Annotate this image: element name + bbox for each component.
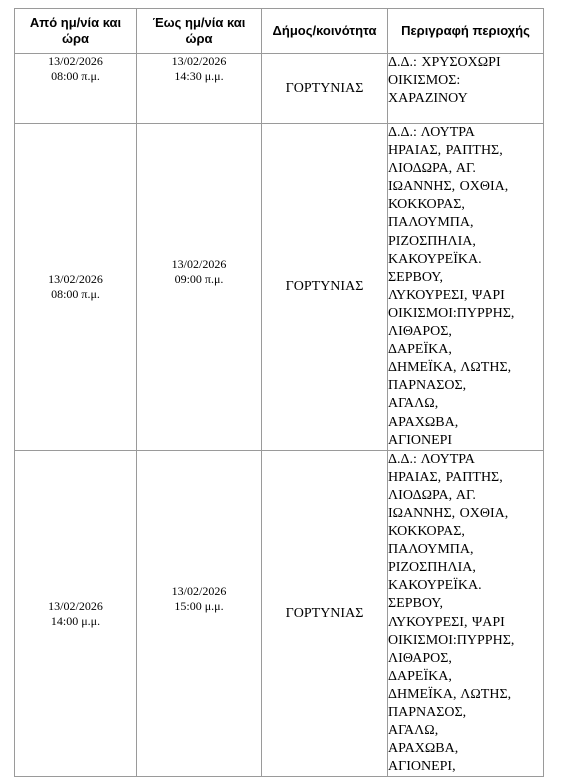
area-line: ΛΙΟΔΩΡΑ, ΑΓ. — [388, 161, 476, 177]
area-line: ΣΕΡΒΟΥ, — [388, 269, 444, 285]
cell-municipality: ΓΟΡΤΥΝΙΑΣ — [262, 54, 388, 124]
area-line: ΛΥΚΟΥΡΕΣΙ, ΨΑΡΙ — [388, 614, 505, 630]
cell-from — [15, 450, 137, 777]
cell-from — [15, 54, 137, 124]
to-time: 09:00 π.μ. — [174, 271, 224, 286]
table-row — [15, 124, 544, 451]
cell-from — [15, 124, 137, 451]
area-line: ΔΗΜΕΪΚΑ, ΛΩΤΗΣ, — [388, 686, 512, 702]
area-line: ΑΡΑΧΩΒΑ, — [388, 741, 459, 757]
area-line: ΚΑΚΟΥΡΕΪΚΑ. — [388, 578, 482, 594]
cell-area — [388, 450, 544, 777]
table-row — [15, 450, 544, 777]
header-row — [15, 9, 544, 54]
to-date: 13/02/2026 — [171, 54, 227, 68]
area-line: Δ.Δ.: ΛΟΥΤΡΑ — [388, 451, 475, 467]
area-line: ΑΓΑΛΩ, — [388, 723, 439, 739]
area-line: ΚΟΚΚΟΡΑΣ, — [388, 197, 465, 213]
area-line: ΛΙΘΑΡΟΣ, — [388, 324, 452, 340]
area-line: ΟΙΚΙΣΜΟΣ: — [388, 73, 461, 89]
area-line: ΡΙΖΟΣΠΗΛΙΑ, — [388, 560, 476, 576]
header-area: Περιγραφή περιοχής — [388, 9, 544, 54]
area-line: ΛΙΘΑΡΟΣ, — [388, 650, 452, 666]
header-to: Έως ημ/νία και ώρα — [137, 9, 262, 54]
area-line: ΧΑΡΑΖΙΝΟΥ — [388, 91, 468, 107]
from-time: 08:00 π.μ. — [51, 286, 100, 301]
cell-to — [137, 124, 262, 451]
area-line: ΑΓΙΟΝΕΡΙ, — [388, 759, 456, 775]
area-line: ΑΓΑΛΩ, — [388, 396, 439, 412]
header-from: Από ημ/νία και ώρα — [15, 9, 137, 54]
to-time: 14:30 μ.μ. — [174, 69, 224, 83]
area-lines — [388, 451, 543, 777]
area-line: ΚΑΚΟΥΡΕΪΚΑ. — [388, 251, 482, 267]
from-date: 13/02/2026 — [48, 54, 103, 68]
from-date: 13/02/2026 — [48, 598, 103, 613]
area-line: ΔΗΜΕΪΚΑ, ΛΩΤΗΣ, — [388, 360, 512, 376]
cell-to — [137, 54, 262, 124]
area-line: ΔΑΡΕΪΚΑ, — [388, 342, 452, 358]
power-outage-table — [14, 8, 544, 777]
cell-area — [388, 54, 544, 124]
cell-municipality: ΓΟΡΤΥΝΙΑΣ — [262, 450, 388, 777]
area-line: ΠΑΛΟΥΜΠΑ, — [388, 542, 474, 558]
area-line: ΟΙΚΙΣΜΟΙ:ΠΥΡΡΗΣ, — [388, 632, 515, 648]
cell-to — [137, 450, 262, 777]
from-time: 14:00 μ.μ. — [50, 613, 101, 628]
table-row — [15, 54, 544, 124]
area-line: ΔΑΡΕΪΚΑ, — [388, 668, 452, 684]
area-line: ΠΑΡΝΑΣΟΣ, — [388, 705, 467, 720]
area-line: ΛΥΚΟΥΡΕΣΙ, ΨΑΡΙ — [388, 287, 505, 303]
area-line: ΑΡΑΧΩΒΑ, — [388, 414, 459, 430]
area-line: ΚΟΚΚΟΡΑΣ, — [388, 524, 465, 540]
area-lines — [388, 124, 543, 450]
area-line: ΡΙΖΟΣΠΗΛΙΑ, — [388, 233, 476, 249]
area-line: ΟΙΚΙΣΜΟΙ:ΠΥΡΡΗΣ, — [388, 305, 515, 321]
area-line: ΑΓΙΟΝΕΡΙ — [388, 432, 453, 448]
to-date: 13/02/2026 — [171, 256, 227, 271]
area-line: ΙΩΑΝΝΗΣ, ΟΧΘΙΑ, — [388, 179, 509, 195]
area-line: ΗΡΑΙΑΣ, ΡΑΠΤΗΣ, — [388, 469, 503, 485]
cell-area — [388, 124, 544, 451]
area-line: ΙΩΑΝΝΗΣ, ΟΧΘΙΑ, — [388, 505, 509, 521]
from-time: 08:00 π.μ. — [51, 69, 100, 83]
area-line: ΛΙΟΔΩΡΑ, ΑΓ. — [388, 487, 476, 503]
area-line: ΠΑΡΝΑΣΟΣ, — [388, 378, 467, 394]
area-line: ΗΡΑΙΑΣ, ΡΑΠΤΗΣ, — [388, 143, 503, 159]
cell-municipality: ΓΟΡΤΥΝΙΑΣ — [262, 124, 388, 451]
to-date: 13/02/2026 — [171, 583, 227, 598]
to-time: 15:00 μ.μ. — [174, 598, 224, 613]
area-line: Δ.Δ.: ΧΡΥΣΟΧΩΡΙ — [388, 55, 501, 70]
area-line: ΠΑΛΟΥΜΠΑ, — [388, 215, 474, 231]
from-date: 13/02/2026 — [48, 271, 103, 286]
area-lines — [388, 54, 543, 108]
header-municipality: Δήμος/κοινότητα — [262, 9, 388, 54]
area-line: ΣΕΡΒΟΥ, — [388, 596, 444, 612]
area-line: Δ.Δ.: ΛΟΥΤΡΑ — [388, 125, 475, 140]
